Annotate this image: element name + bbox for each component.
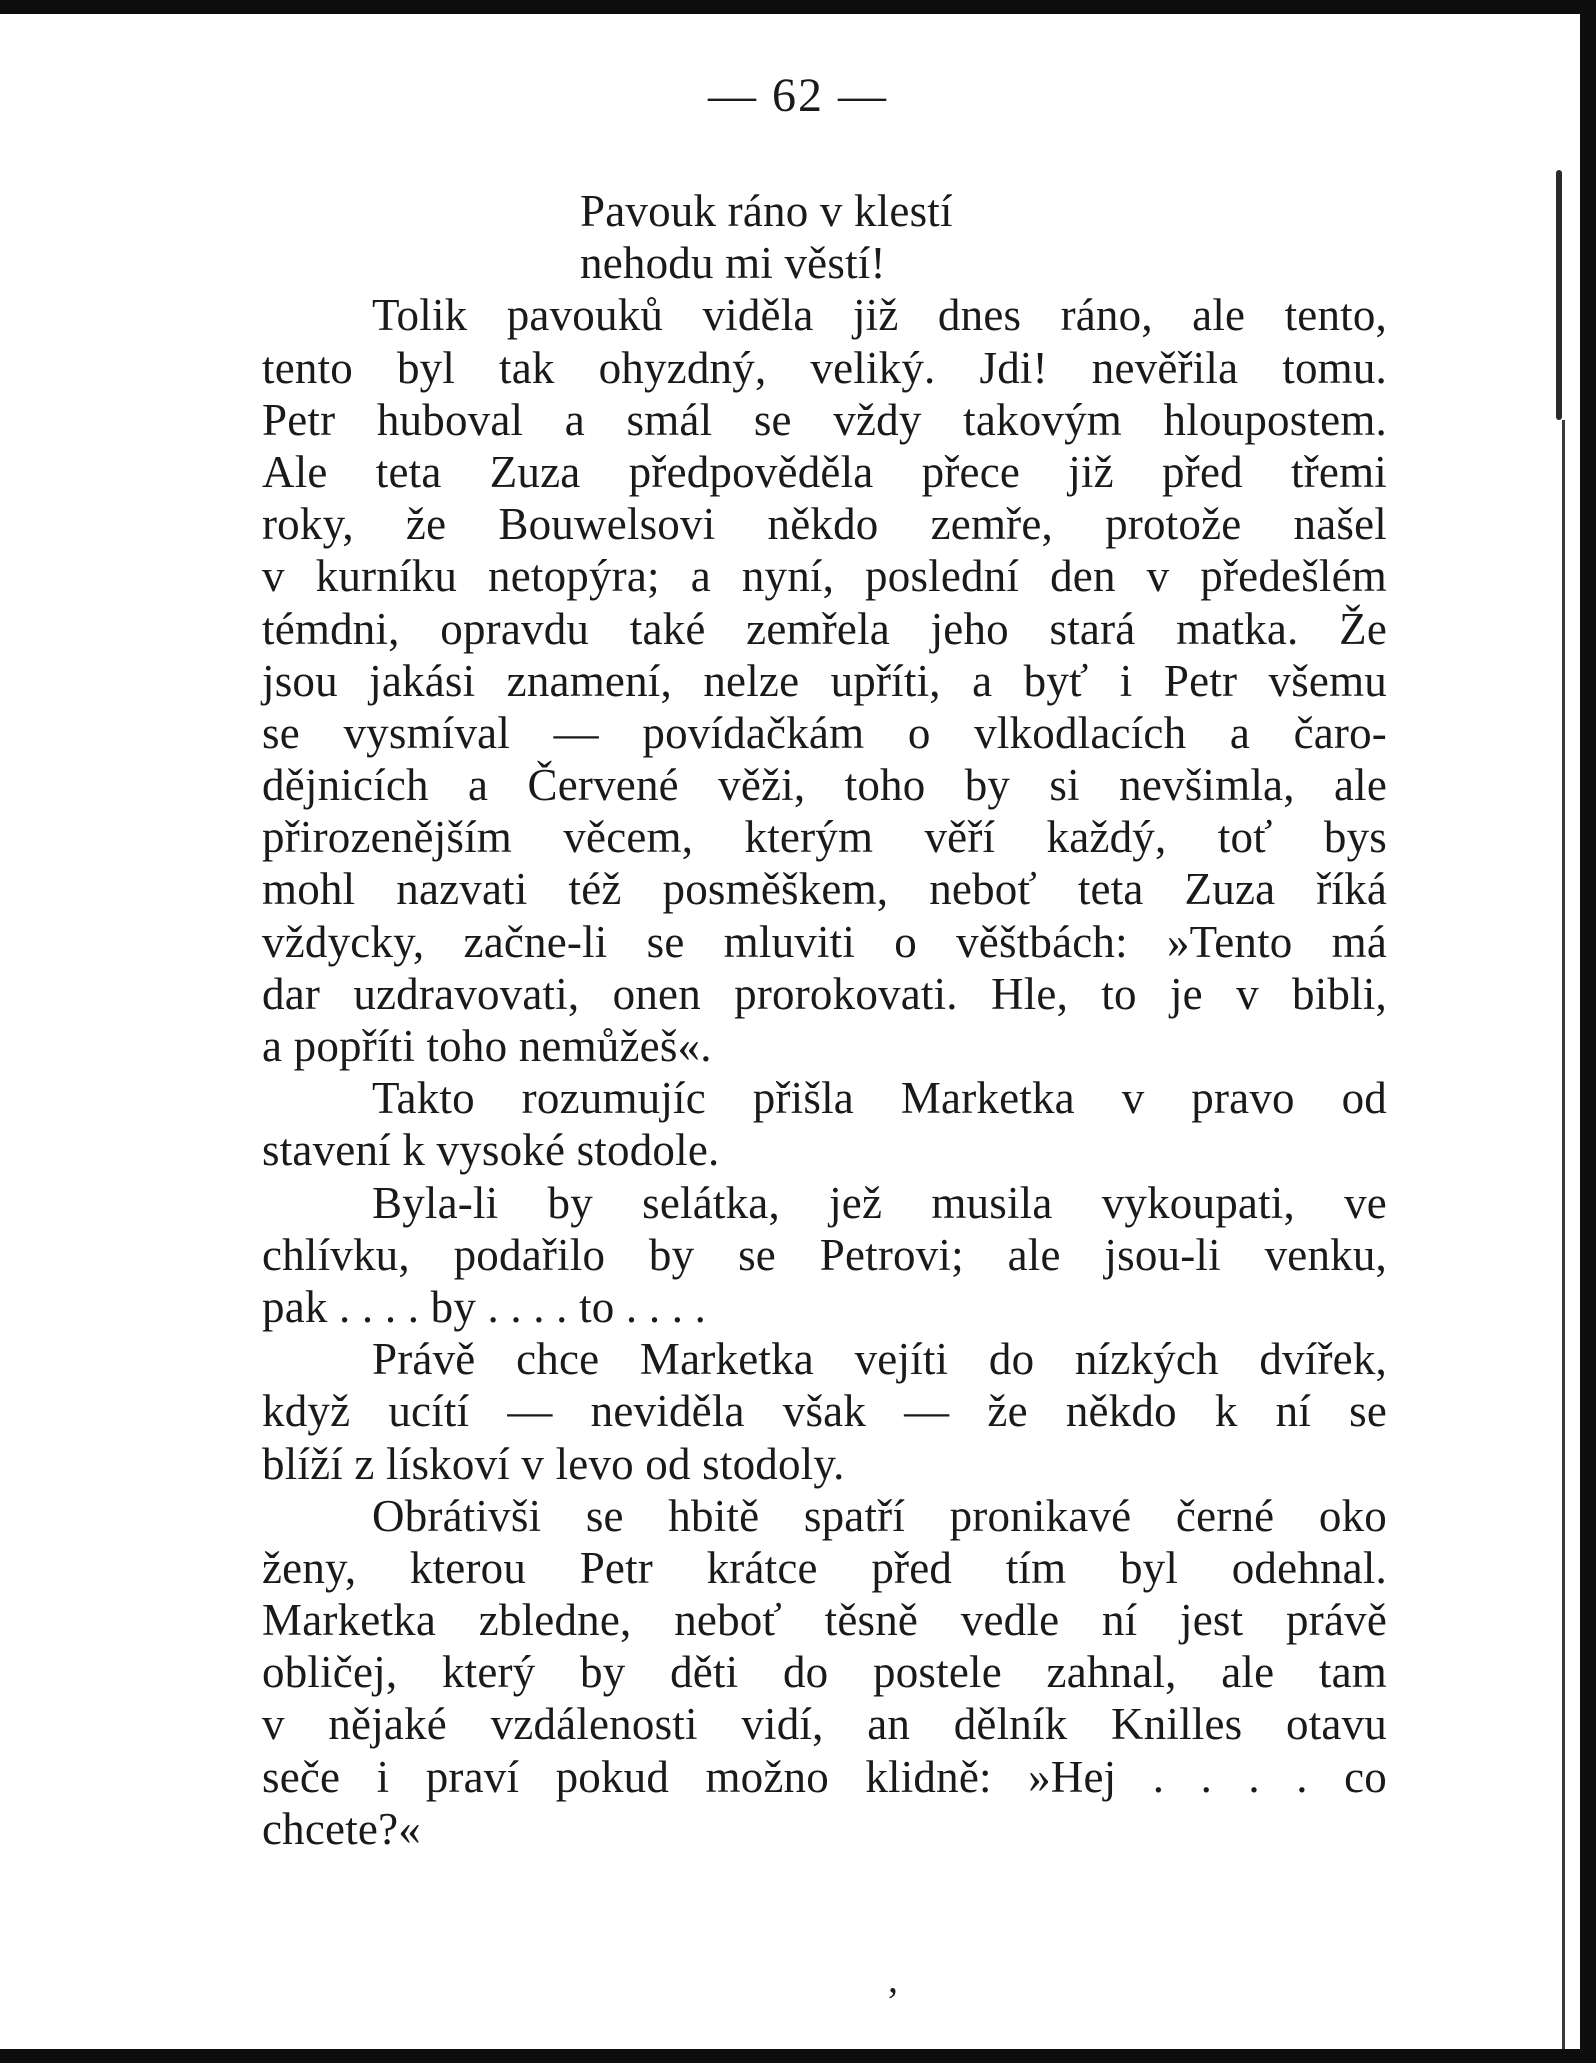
text-line: když ucítí — neviděla však — že někdo k ní se <box>262 1386 1387 1437</box>
text-line: blíží z lískoví v levo od stodoly. <box>262 1438 845 1489</box>
text-line: v kurníku netopýra; a nyní, poslední den v předešlém <box>262 551 1387 602</box>
scan-binding-line <box>1562 420 1565 2060</box>
text-line: nehodu mi věstí! <box>580 238 886 289</box>
text-line: mohl nazvati též posměškem, neboť teta Zuza říká <box>262 864 1387 915</box>
text-line: Obrátivši se hbitě spatří pronikavé černé oko <box>372 1490 1387 1541</box>
text-line: seče i praví pokud možno klidně: »Hej . . . . co <box>262 1751 1387 1802</box>
text-line: chcete?« <box>262 1803 421 1854</box>
text-line: chlívku, podařilo by se Petrovi; ale jsou-li venku, <box>262 1229 1387 1280</box>
text-line: Ale teta Zuza předpověděla přece již před třemi <box>262 446 1387 497</box>
text-line: jsou jakási znamení, nelze upříti, a byť i Petr všemu <box>262 655 1387 706</box>
body-text <box>262 185 1387 1855</box>
scan-edge-right <box>1580 0 1596 2063</box>
text-line: se vysmíval — povídačkám o vlkodlacích a čaro- <box>262 707 1387 758</box>
text-line: Právě chce Marketka vejíti do nízkých dvířek, <box>372 1334 1387 1385</box>
text-line: dějnicích a Červené věži, toho by si nevšimla, ale <box>262 760 1387 811</box>
text-line: Tolik pavouků viděla již dnes ráno, ale tento, <box>372 290 1387 341</box>
text-line: roky, že Bouwelsovi někdo zemře, protože našel <box>262 499 1387 550</box>
scan-edge-bottom <box>0 2049 1596 2063</box>
text-line: Takto rozumujíc přišla Marketka v pravo od <box>372 1073 1387 1124</box>
text-line: tento byl tak ohyzdný, veliký. Jdi! nevěřila tomu. <box>262 342 1387 393</box>
text-line: témdni, opravdu také zemřela jeho stará matka. Že <box>262 603 1387 654</box>
text-line: dar uzdravovati, onen prorokovati. Hle, to je v bibli, <box>262 968 1387 1019</box>
text-line: v nějaké vzdálenosti vidí, an dělník Knilles otavu <box>262 1699 1387 1750</box>
scan-edge-top <box>0 0 1596 14</box>
text-line: Byla-li by selátka, jež musila vykoupati, ve <box>372 1177 1387 1228</box>
text-line: obličej, který by děti do postele zahnal, ale tam <box>262 1647 1387 1698</box>
page-number: — 62 — <box>708 69 888 122</box>
text-line: a popříti toho nemůžeš«. <box>262 1021 712 1071</box>
text-line: Marketka zbledne, neboť těsně vedle ní jest právě <box>262 1595 1387 1646</box>
text-line: ženy, kterou Petr krátce před tím byl odehnal. <box>262 1542 1387 1593</box>
scan-binding-shadow <box>1556 170 1562 420</box>
text-line: Petr huboval a smál se vždy takovým hloupostem. <box>262 394 1387 445</box>
text-line: stavení k vysoké stodole. <box>262 1125 720 1176</box>
footer-mark: , <box>888 1956 898 2001</box>
text-line: Pavouk ráno v klestí <box>580 186 953 236</box>
text-line: vždycky, začne-li se mluviti o věštbách: »Tento má <box>262 916 1387 967</box>
text-line: přirozenějším věcem, kterým věří každý, toť bys <box>262 812 1387 863</box>
text-line: pak . . . . by . . . . to . . . . <box>262 1281 707 1332</box>
